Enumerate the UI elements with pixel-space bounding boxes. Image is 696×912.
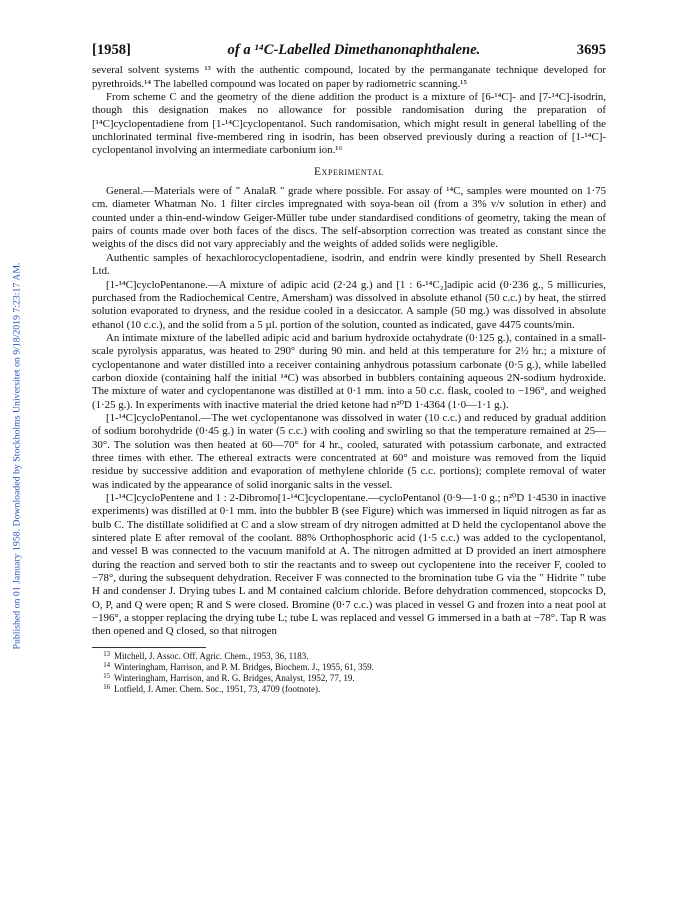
header-page-number: 3695 xyxy=(576,42,606,58)
footnote xyxy=(92,673,606,684)
footnote-divider xyxy=(92,647,206,648)
header-title: of a ¹⁴C-Labelled Dimethanonaphthalene. xyxy=(227,42,481,58)
footnotes xyxy=(92,651,606,695)
footnote xyxy=(92,651,606,662)
footnote-number: 13 xyxy=(103,650,110,658)
journal-page xyxy=(92,44,606,695)
paragraph-intimate-mixture: An intimate mixture of the labelled adipic acid and barium hydroxide octahydrate (0·125 g.), contained in a small-scale pyrolysis apparatus, was heated to 290° during 90 min. and held at this temperature for 2½ hr.; a mixture of cyclopentanone and water distilled into a receiver containing anhydrous potassium carbonate (0·5 g.), while labelled carbon dioxide (containing half the initial ¹⁴C) was absorbed in bubblers containing aqueous 2N-sodium hydroxide. The mixture of water and cyclopentanone was distilled at 0·1 mm. into a 50 c.c. flask, cooled to −196°, and weighed (1·25 g.). In experiments with inactive material the dried ketone had n²⁰D 1·4364 (1·0—1·1 g.). xyxy=(92,331,606,411)
paragraph-general: General.—Materials were of " AnalaR " grade where possible. For assay of ¹⁴C, samples were mounted on 1·75 cm. diameter Whatman No. 1 filter circles impregnated with soya-bean oil (from a 3% v/v solution in ether) and counted under a thin-end-window Geiger-Müller tube under standardised conditions of geometry, taking the mean of pairs of counts made over both faces of the discs. The self-absorption correction was treated as constant since the weights of the discs did not vary appreciably and the weights of added solids were negligible. xyxy=(92,185,606,251)
paragraph-scheme-c: From scheme C and the geometry of the diene addition the product is a mixture of [6-¹⁴C]- and [7-¹⁴C]-isodrin, though this designation makes no allowance for possible randomisation during the preparation of [¹⁴C]cyclopentadiene from [1-¹⁴C]cyclopentanol. Such randomisation, which might result in general labelling of the unchlorinated terminal five-membered ring in isodrin, has been observed previously during a reaction of [1-¹⁴C]-cyclopentanol involving an intermediate carbonium ion.¹⁶ xyxy=(92,91,606,157)
footnote-text: Mitchell, J. Assoc. Off. Agric. Chem., 1953, 36, 1183. xyxy=(114,650,309,661)
footnote-text: Lotfield, J. Amer. Chem. Soc., 1951, 73, 4709 (footnote). xyxy=(114,683,321,694)
paragraph-solvent-systems: several solvent systems ¹³ with the authentic compound, located by the permanganate technique developed for pyrethroids.¹⁴ The labelled compound was located on paper by radiometric scanning.¹⁵ xyxy=(92,64,606,90)
header-year: [1958] xyxy=(92,42,131,58)
section-heading-experimental: Experimental xyxy=(314,165,384,178)
footnote xyxy=(92,684,606,695)
paragraph-authentic-samples: Authentic samples of hexachlorocyclopentadiene, isodrin, and endrin were kindly presented by Shell Research Ltd. xyxy=(92,251,606,278)
footnote-number: 16 xyxy=(103,683,110,691)
footnote-text: Winteringham, Harrison, and P. M. Bridges, Biochem. J., 1955, 61, 359. xyxy=(114,661,374,672)
running-header xyxy=(92,44,606,57)
footnote-number: 15 xyxy=(103,672,110,680)
paragraph-cyclopentanone: [1-¹⁴C]cycloPentanone.—A mixture of adipic acid (2·24 g.) and [1 : 6-¹⁴C₂]adipic acid (0·236 g., 5 millicuries, purchased from the Radiochemical Centre, Amersham) was dissolved in absolute ethanol (50 c.c.) by heat, the stirred solution evaporated to dryness, and the residue cooled in a desiccator. A sample (50 mg.) was dissolved in absolute ethanol (10 c.c.), and the solid from a 5 µl. portion of the solution, counted as indicated, gave 4475 counts/min. xyxy=(92,278,606,331)
footnote-number: 14 xyxy=(103,661,110,669)
paragraph-cyclopentene: [1-¹⁴C]cycloPentene and 1 : 2-Dibromo[1-¹⁴C]cyclopentane.—cycloPentanol (0·9—1·0 g.; n²⁰D 1·4530 in inactive experiments) was distilled at 0·1 mm. into the bubbler B (see Figure) which was immersed in liquid nitrogen as far as bulb C. The distillate solidified at C and a slow stream of dry nitrogen admitted at D held the cyclopentanol above the sintered plate E after removal of the coolant. 88% Orthophosphoric acid (1·5 c.c.) was added to the cyclopentanol, and vessel B was connected to the vacuum manifold at A. The nitrogen admitted at D provided an inert atmosphere during the reaction and served both to stir the reactants and to sweep out cyclopentene into the receiver F, cooled to −78°, during the subsequent dehydration. Receiver F was connected to the bromination tube G via the " Hidrite " tube H and condenser J. Drying tubes L and M contained calcium chloride. Before dehydration commenced, stopcocks D, O, P, and Q were open; R and S were closed. Bromine (0·7 c.c.) was placed in vessel G and frozen into a neat pool at −196°, a stopper replacing the drying tube L; tube L was replaced and vessel G immersed in a bath at −78°. Tap R was then opened and Q closed, so that nitrogen xyxy=(92,492,606,638)
paragraph-cyclopentanol: [1-¹⁴C]cycloPentanol.—The wet cyclopentanone was dissolved in water (10 c.c.) and reduced by gradual addition of sodium borohydride (0·45 g.) in water (5 c.c.) with cooling and swirling so that the temperature remained at 25—30°. The solution was then heated at 60—70° for 4 hr., cooled, saturated with potassium carbonate, and extracted three times with ether. The ethereal extracts were concentrated at 60° and moisture was removed from the liquid residue by successive addition and evaporation of methylene chloride (5 c.c. portions); complete removal of water was indicated by the appearance of solid inorganic salts in the vessel. xyxy=(92,411,606,491)
footnote-text: Winteringham, Harrison, and R. G. Bridges, Analyst, 1952, 77, 19. xyxy=(114,672,355,683)
download-watermark-text: Published on 01 January 1958. Downloaded by Stockholms Universitet on 9/18/2019 7:23:17 AM. xyxy=(11,262,23,650)
download-watermark-sidebar xyxy=(0,0,34,912)
footnote xyxy=(92,662,606,673)
